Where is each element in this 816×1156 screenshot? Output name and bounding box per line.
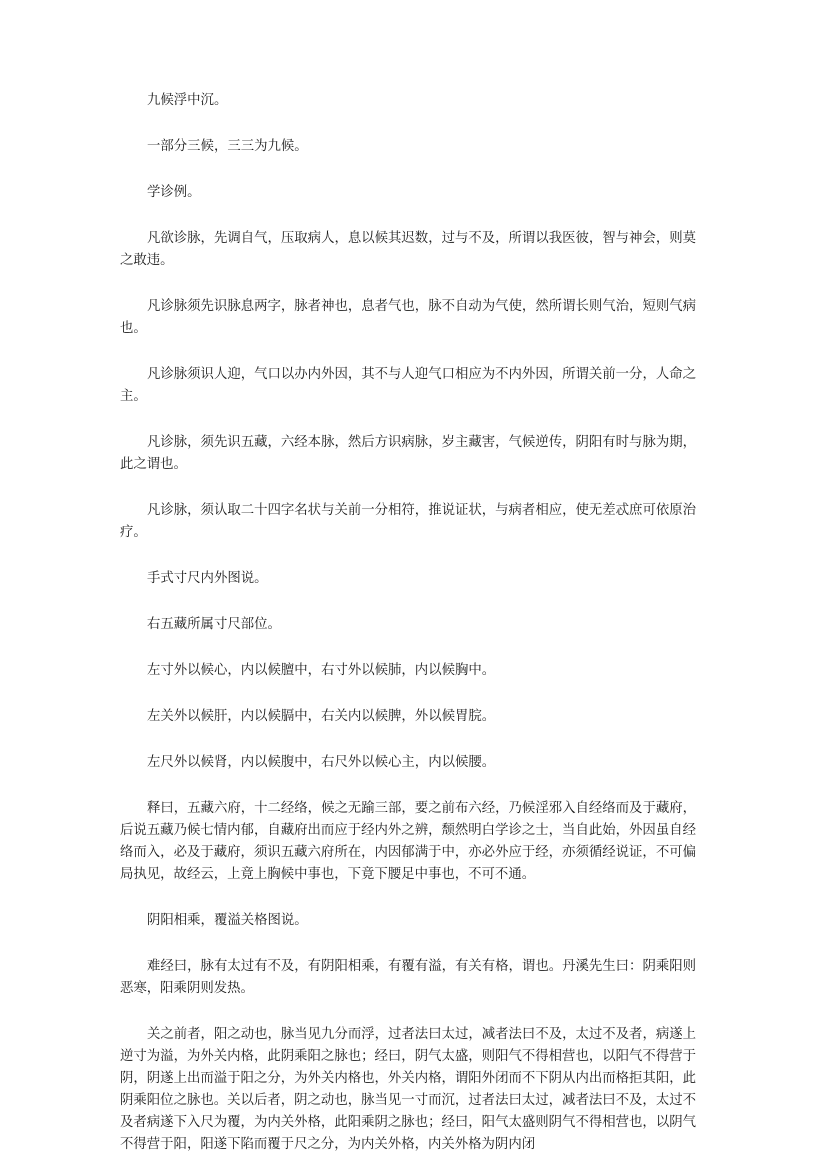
paragraph: 左关外以候肝，内以候膈中，右关内以候脾，外以候胃脘。 <box>147 709 496 724</box>
paragraph: 九候浮中沉。 <box>147 93 228 108</box>
paragraph: 凡诊脉，须认取二十四字名状与关前一分相符，推说证状，与病者相应，使无差忒庶可依原治疗。 <box>120 503 697 540</box>
paragraph: 关之前者，阳之动也，脉当见九分而浮，过者法曰太过，减者法曰不及，太过不及者，病遂上逆寸为溢，为外关内格，此阴乘阳之脉也；经曰，阴气太盛，则阳气不得相营也，以阳气不得营于阴，阴遂上出而溢于阳之分，为外关内格也，外关内格，谓阳外闭而不下阴从内出而格拒其阳，此阴乘阳位之脉也。关以后者，阴之动也，脉当见一寸而沉，过者法曰太过，减者法曰不及，太过不及者病遂下入尺为覆，为内关外格，此阳乘阴之脉也；经曰，阳气太盛则阴气不得相营也，以阴气不得营于阳，阳遂下陷而覆于尺之分，为内关外格，内关外格为阴内闭 <box>120 1027 697 1152</box>
paragraph: 凡诊脉须识人迎，气口以办内外因，其不与人迎气口相应为不内外因，所谓关前一分，人命之主。 <box>120 367 697 404</box>
paragraph: 左寸外以候心，内以候膻中，右寸外以候肺，内以候胸中。 <box>147 663 496 678</box>
section-heading: 学诊例。 <box>147 185 201 200</box>
paragraph: 释曰，五藏六府，十二经络，候之无踰三部，要之前布六经，乃候淫邪入自经络而及于藏府，后说五藏乃候七情内郁，自藏府出而应于经内外之辨，颓然明白学诊之士，当自此始，外因虽自经络而入，必及于藏府，须识五藏六府所在，内因郁满于中，亦必外应于经，亦须循经说证，不可偏局执见，故经云，上竟上胸候中事也，下竟下腰足中事也，不可不通。 <box>120 801 697 882</box>
section-heading: 阴阳相乘，覆溢关格图说。 <box>147 913 308 928</box>
paragraph: 凡诊脉须先识脉息两字，脉者神也，息者气也，脉不自动为气使，然所谓长则气治，短则气病也。 <box>120 299 697 336</box>
paragraph: 难经曰，脉有太过有不及，有阴阳相乘，有覆有溢，有关有格，谓也。丹溪先生曰：阴乘阳则恶寒，阳乘阴则发热。 <box>120 959 697 996</box>
paragraph: 凡诊脉，须先识五藏，六经本脉，然后方识病脉，岁主藏害，气候逆传，阴阳有时与脉为期，此之谓也。 <box>120 435 697 472</box>
section-heading: 手式寸尺内外图说。 <box>147 571 268 586</box>
paragraph: 凡欲诊脉，先调自气，压取病人，息以候其迟数，过与不及，所谓以我医彼，智与神会，则莫之敢违。 <box>120 231 697 268</box>
paragraph: 右五藏所属寸尺部位。 <box>147 617 281 632</box>
document-page <box>120 90 696 1156</box>
paragraph: 左尺外以候肾，内以候腹中，右尺外以候心主，内以候腰。 <box>147 755 496 770</box>
paragraph: 一部分三候，三三为九候。 <box>147 139 308 154</box>
